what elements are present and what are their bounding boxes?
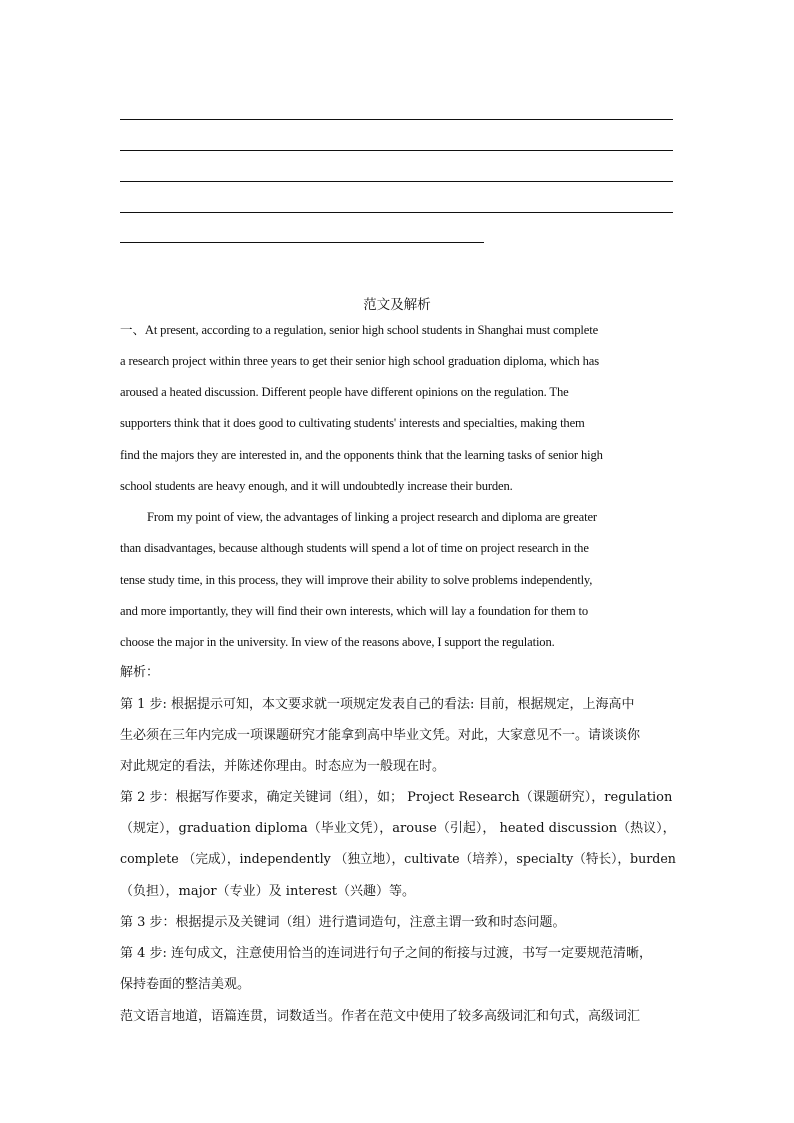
analysis-line: complete （完成），independently （独立地），cultivate（培养），specialty（特长），burden	[120, 852, 676, 867]
writing-line	[120, 212, 673, 213]
writing-line	[120, 242, 484, 243]
analysis-line: 生必须在三年内完成一项课题研究才能拿到高中毕业文凭。对此，大家意见不一。请谈谈你	[120, 728, 641, 743]
analysis-line: （负担），major（专业）及 interest（兴趣）等。	[120, 884, 416, 899]
analysis-line: 对此规定的看法，并陈述你理由。时态应为一般现在时。	[120, 759, 446, 774]
analysis-line: 第 1 步: 根据提示可知，本文要求就一项规定发表自己的看法: 目前，根据规定，上海高中	[120, 697, 635, 712]
analysis-line: 第 4 步: 连句成文，注意使用恰当的连词进行句子之间的衔接与过渡，书写一定要规范清晰，	[120, 946, 653, 961]
essay-line: tense study time, in this process, they will improve their ability to solve problems independently,	[120, 573, 593, 587]
essay-line: From my point of view, the advantages of linking a project research and diploma are greater	[147, 510, 597, 524]
writing-line	[120, 181, 673, 182]
section-title: 范文及解析	[363, 297, 431, 313]
analysis-line: 第 2 步：根据写作要求，确定关键词（组），如； Project Research（课题研究），regulation	[120, 790, 673, 805]
essay-line: aroused a heated discussion. Different people have different opinions on the regulation. The	[120, 385, 569, 399]
analysis-line: 范文语言地道，语篇连贯，词数适当。作者在范文中使用了较多高级词汇和句式，高级词汇	[120, 1009, 641, 1024]
analysis-line: （规定），graduation diploma（毕业文凭），arouse（引起）， heated discussion（热议），	[120, 821, 676, 836]
essay-line: school students are heavy enough, and it will undoubtedly increase their burden.	[120, 479, 513, 493]
essay-line: 一、At present, according to a regulation, senior high school students in Shanghai must complete	[120, 323, 599, 337]
analysis-line: 第 3 步：根据提示及关键词（组）进行遣词造句，注意主谓一致和时态问题。	[120, 915, 566, 930]
essay-line: find the majors they are interested in, and the opponents think that the learning tasks of senior high	[120, 448, 603, 462]
analysis-heading: 解析：	[120, 665, 160, 680]
essay-line: and more importantly, they will find their own interests, which will lay a foundation for them to	[120, 604, 588, 618]
essay-line: than disadvantages, because although students will spend a lot of time on project research in the	[120, 541, 589, 555]
writing-line	[120, 150, 673, 151]
analysis-line: 保持卷面的整洁美观。	[120, 977, 251, 992]
essay-line: supporters think that it does good to cultivating students' interests and specialties, making them	[120, 416, 585, 430]
essay-line: choose the major in the university. In view of the reasons above, I support the regulation.	[120, 635, 555, 649]
writing-line	[120, 119, 673, 120]
essay-line: a research project within three years to get their senior high school graduation diploma, which has	[120, 354, 599, 368]
